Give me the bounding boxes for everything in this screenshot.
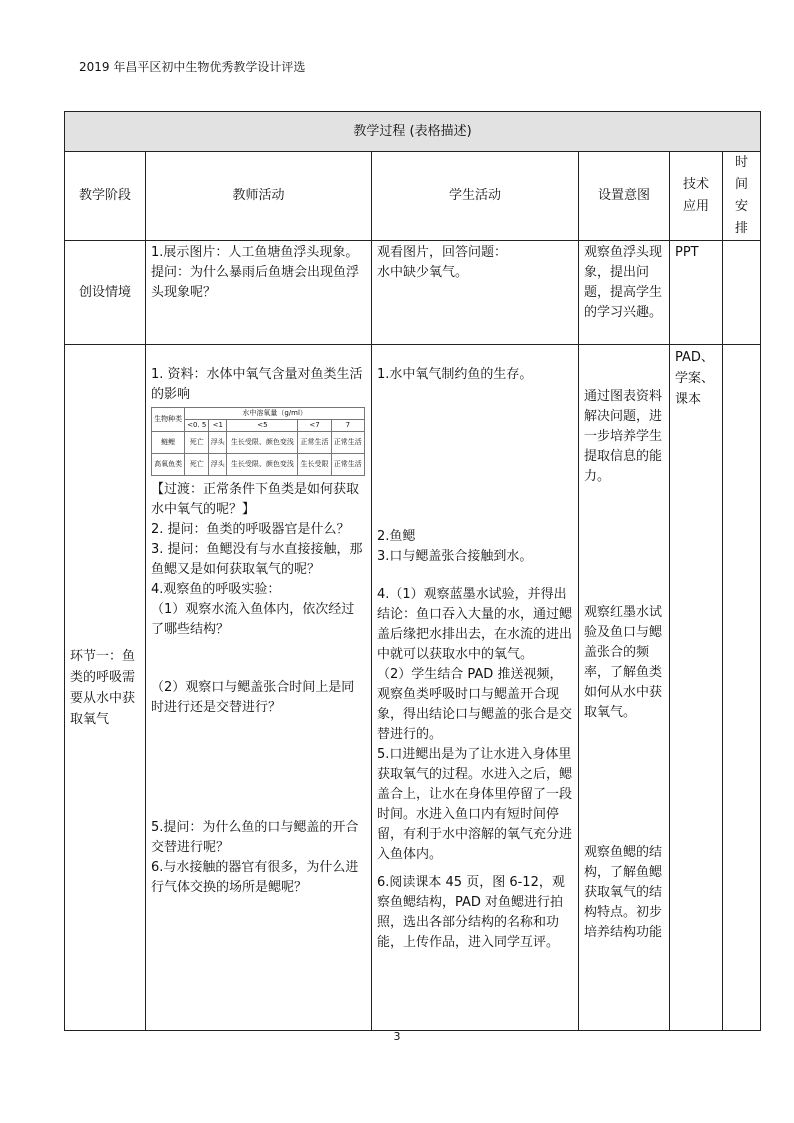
teacher-text: 1. 资料：水体中氧气含量对鱼类生活的影响 [151,367,363,402]
table-title: 教学过程 (表格描述) [65,112,761,152]
mini-table-col: <5 [227,420,298,432]
student-text: 5.口进鳃出是为了让水进入身体里获取氧气的过程。水进入之后，鳃盖合上，让水在身体里停留了一段时间。水进入鱼口内有短时间停留，有利于水中溶解的氧气充分进入鱼体内。 [377,747,573,862]
mini-table-cell: 死亡 [185,432,209,454]
col-header-time: 时 间 安 排 [723,152,761,241]
intent-cell: 观察鱼浮头现象，提出问题，提高学生的学习兴趣。 [579,241,670,345]
student-text: （2）学生结合 PAD 推送视频，观察鱼类呼吸时口与鳃盖开合现象，得出结论口与鳃盖的张合是交替进行的。 [377,667,573,742]
teacher-text: 3. 提问：鱼鳃没有与水直接接触，那鱼鳃又是如何获取氧气的呢？ [151,542,363,577]
time-cell [723,345,761,1031]
page-number: 3 [393,1030,401,1043]
mini-table-cell: 高氧鱼类 [152,454,185,476]
col-header-student: 学生活动 [372,152,579,241]
mini-table-cell: 鲢鲤 [152,432,185,454]
mini-table-cell: 生长受限 [298,454,331,476]
tech-cell: PPT [670,241,723,345]
mini-table-cell: 浮头 [209,454,227,476]
tech-cell: PAD、学案、课本 [670,345,723,1031]
intent-cell [579,345,670,1031]
student-text: 6.阅读课本 45 页，图 6-12，观察鱼鳃结构，PAD 对鱼鳃进行拍照，选出各部分结构的名称和功能，上传作品，进入同学互评。 [377,875,565,950]
teacher-activity-cell [146,345,372,1031]
mini-table-cell: 浮头 [209,432,227,454]
mini-table-cell: 正常生活 [331,432,364,454]
teaching-process-table [64,111,761,1031]
teacher-text: 提问：为什么暴雨后鱼塘会出现鱼浮头现象呢？ [151,265,360,300]
teacher-text: （1）观察水流入鱼体内，依次经过了哪些结构？ [151,602,355,637]
teacher-text: 5.提问：为什么鱼的口与鳃盖的开合交替进行呢？ [151,820,359,855]
mini-table-col: 7 [331,420,364,432]
student-text: 4.（1）观察蓝墨水试验，并得出结论：鱼口吞入大量的水，通过鳃盖后缘把水排出去，在水流的进出中就可以获取水中的氧气。 [377,587,573,662]
mini-table-header: 水中溶氧量（g/ml） [185,408,365,420]
mini-table-cell: 生长受限、颜色变浅 [227,432,298,454]
stage-cell: 创设情境 [65,241,146,345]
teacher-text: （2）观察口与鳃盖张合时间上是同时进行还是交替进行？ [151,680,355,715]
stage-cell: 环节一：鱼类的呼吸需要从水中获取氧气 [65,345,146,1031]
mini-table-cell: 正常生活 [331,454,364,476]
oxygen-data-table [151,407,365,476]
student-activity-cell [372,241,579,345]
student-text: 观看图片，回答问题： [377,245,508,260]
mini-table-col: <1 [209,420,227,432]
col-header-stage: 教学阶段 [65,152,146,241]
mini-table-cell: 正常生活 [298,432,331,454]
document-header: 2019 年昌平区初中生物优秀教学设计评选 [79,60,306,74]
student-activity-cell [372,345,579,1031]
mini-table-header: 生物种类 [152,408,185,432]
mini-table-cell: 死亡 [185,454,209,476]
intent-text: 通过图表资料解决问题，进一步培养学生提取信息的能力。 [584,389,663,484]
teacher-text: 【过渡：正常条件下鱼类是如何获取水中氧气的呢？】 [151,482,360,517]
student-text: 2.鱼鳃 [377,529,416,544]
teacher-text: 2. 提问：鱼类的呼吸器官是什么？ [151,522,350,537]
col-header-teacher: 教师活动 [146,152,372,241]
mini-table-col: <0. 5 [185,420,209,432]
intent-text: 观察红墨水试验及鱼口与鳃盖张合的频率，了解鱼类如何从水中获取氧气。 [584,605,663,720]
col-header-tech: 技术 应用 [670,152,723,241]
time-cell [723,241,761,345]
teacher-text: 4.观察鱼的呼吸实验： [151,582,281,597]
student-text: 水中缺少氧气。 [377,265,469,280]
mini-table-cell: 生长受限、颜色变浅 [227,454,298,476]
teacher-text: 6.与水接触的器官有很多，为什么进行气体交换的场所是鳃呢？ [151,860,359,895]
student-text: 1.水中氧气制约鱼的生存。 [377,367,533,382]
teacher-text: 1.展示图片：人工鱼塘鱼浮头现象。 [151,245,359,260]
teacher-activity-cell [146,241,372,345]
intent-text: 观察鱼鳃的结构，了解鱼鳃获取氧气的结构特点。初步培养结构功能 [584,845,663,940]
mini-table-col: <7 [298,420,331,432]
student-text: 3.口与鳃盖张合接触到水。 [377,549,533,564]
col-header-intent: 设置意图 [579,152,670,241]
